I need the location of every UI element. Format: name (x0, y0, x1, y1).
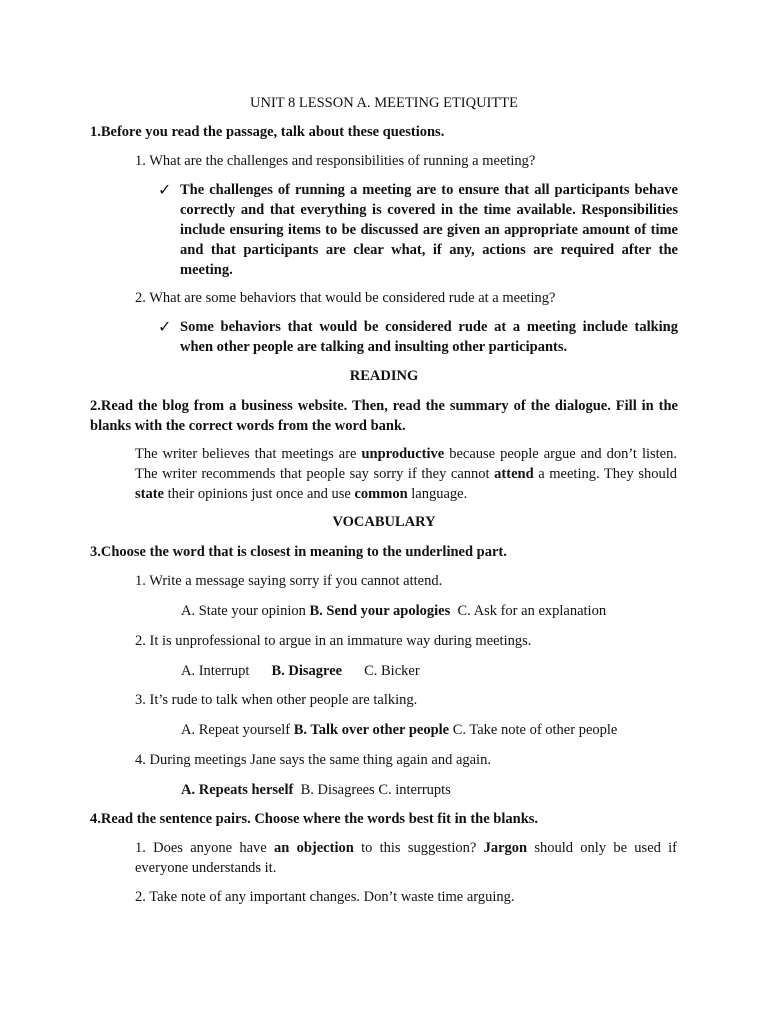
answer-word: state (135, 486, 164, 502)
reading-task: 2.Read the blog from a business website. Then, read the summary of the dialogue. Fill in the blanks with the correct words from the word bank. (90, 398, 678, 434)
answer-2 (158, 317, 678, 357)
sentence-pair-2: 2. Take note of any important changes. Don’t waste time arguing. (135, 889, 515, 905)
vocab-choices-4 (181, 780, 451, 800)
choice-b-answer: B. Disagree (271, 663, 343, 679)
answer-1 (158, 180, 678, 280)
section4-heading: 4.Read the sentence pairs. Choose where the words best fit in the blanks. (90, 811, 539, 827)
summary-text: because people argue and don’t listen. The writer recommends that people say sorry if they cannot (135, 446, 677, 482)
vocab-question-1: 1. Write a message saying sorry if you cannot attend. (135, 573, 443, 589)
summary-text: language. (407, 486, 468, 502)
vocab-choices-1 (181, 601, 606, 621)
question-2: 2. What are some behaviors that would be considered rude at a meeting? (135, 290, 556, 306)
answer-word: Jargon (483, 840, 528, 856)
choice-c: C. Take note of other people (449, 722, 618, 738)
pair-text: should only be used if everyone understands it. (135, 840, 678, 876)
choice-b-answer: B. Talk over other people (293, 722, 450, 738)
vocabulary-task: 3.Choose the word that is closest in meaning to the underlined part. (90, 544, 507, 560)
choice-a: A. State your opinion (181, 603, 310, 619)
vocabulary-heading: VOCABULARY (332, 514, 436, 530)
check-mark-icon: ✓ (158, 180, 172, 199)
summary-text: The writer believes that meetings are (135, 446, 362, 462)
reading-summary (135, 444, 677, 504)
choice-a: A. Interrupt (181, 663, 250, 679)
vocab-question-2: 2. It is unprofessional to argue in an immature way during meetings. (135, 633, 532, 649)
summary-text: a meeting. They should (533, 466, 677, 482)
answer-word: attend (494, 466, 534, 482)
answer-word: common (354, 486, 408, 502)
summary-text: their opinions just once and use (164, 486, 355, 502)
vocab-choices-3 (181, 720, 617, 740)
section1-heading: 1.Before you read the passage, talk about these questions. (90, 124, 445, 140)
answer-2-text: Some behaviors that would be considered rude at a meeting include talking when other people are talking and insulting other participants. (180, 319, 678, 355)
choice-c: C. Ask for an explanation (450, 603, 607, 619)
page-title: UNIT 8 LESSON A. MEETING ETIQUITTE (250, 95, 518, 111)
question-1: 1. What are the challenges and responsibilities of running a meeting? (135, 153, 536, 169)
vocab-question-3: 3. It’s rude to talk when other people are talking. (135, 692, 418, 708)
check-mark-icon: ✓ (158, 317, 172, 336)
choice-a-answer: A. Repeats herself (181, 782, 294, 798)
choice-b-c: B. Disagrees C. interrupts (293, 782, 451, 798)
choice-c: C. Bicker (364, 663, 420, 679)
choice-b-answer: B. Send your apologies (309, 603, 451, 619)
pair-text: 1. Does anyone have (135, 840, 275, 856)
answer-word: an objection (274, 840, 354, 856)
pair-text: to this suggestion? (353, 840, 484, 856)
sentence-pair-1 (135, 838, 677, 878)
vocab-question-4: 4. During meetings Jane says the same thing again and again. (135, 752, 491, 768)
choice-a: A. Repeat yourself (181, 722, 294, 738)
answer-1-text: The challenges of running a meeting are to ensure that all participants behave correctly and that everything is covered in the time available. Responsibilities include ensuring items to be discussed are given an appropriate amount of time and that participants are clear what, if any, actions are required after the meeting. (180, 182, 678, 278)
answer-word: unproductive (361, 446, 445, 462)
reading-heading: READING (349, 368, 419, 384)
vocab-choices-2 (181, 661, 420, 681)
